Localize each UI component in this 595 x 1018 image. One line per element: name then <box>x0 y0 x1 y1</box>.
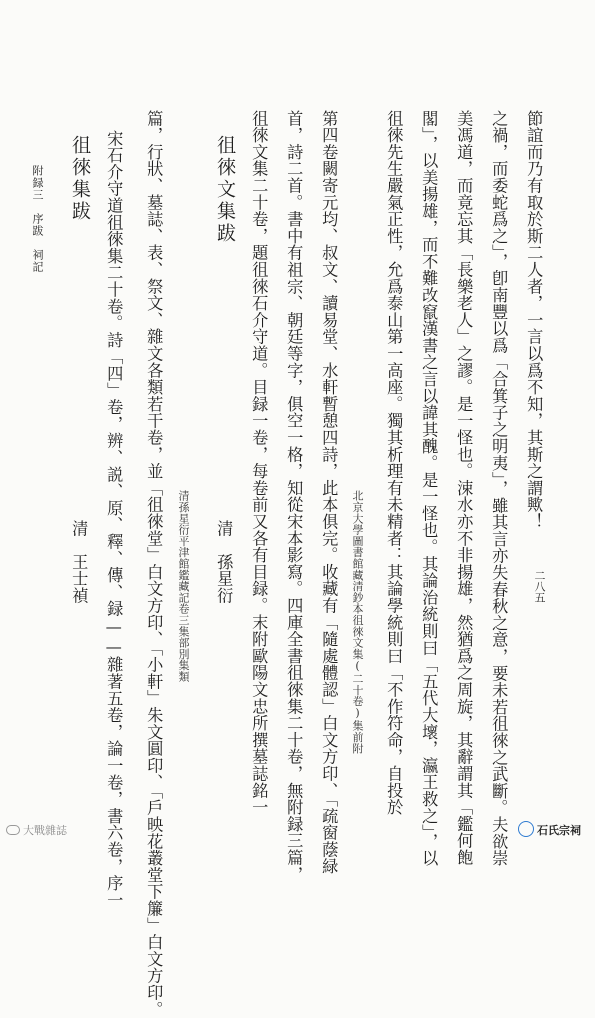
section3-line-4: 之禍，而委蛇爲之」，卽南豐以爲「合箕子之明夷」，雖其言亦失春秋之意，要未若徂徠之武斷。夫欲崇 <box>489 110 509 867</box>
watermark-left-icon <box>6 825 20 835</box>
wechat-logo-icon <box>518 821 534 837</box>
watermark-bar <box>0 820 595 842</box>
section1-title: 徂徠集跋 <box>69 135 91 223</box>
section3-line-1: 徂徠先生嚴氣正性，允爲泰山第一高座。獨其析理有未精者：其論學統則曰「不作符命，自投於 <box>384 110 404 816</box>
section2-author: 清 孫星衍 <box>214 520 234 604</box>
section2-line-1: 徂徠文集二十卷，題徂徠石介守道。目録一卷，每卷前又各有目録。末附歐陽文忠所撰墓誌銘一 <box>249 110 269 816</box>
section2-line-3: 第四卷闕寄元均、叔文、讀易堂、水軒暫憩四詩，此本俱完。收藏有「隨處體認」白文方印、「疏窗蔭緑 <box>319 110 339 875</box>
section1-line-1: 宋石介守道徂徠集二十卷。詩「四」卷，辨、説、原、釋、傳、録——雜著五卷，論一卷，書六卷，序一 <box>104 130 124 909</box>
section2-line-2: 首，詩二首。書中有祖宗、朝廷等字，俱空一格，知從宋本影寫。四庫全書徂徠集二十卷，無附録三篇， <box>284 110 304 883</box>
watermark-right-text: 石氏宗祠 <box>537 824 581 837</box>
section1-source-note: 清孫星衍平津館鑑藏記卷三集部別集類 <box>177 490 190 683</box>
section1-author: 清 王士禎 <box>69 520 89 604</box>
section2-title: 徂徠文集跋 <box>214 135 236 245</box>
page-number: 二八五 <box>533 570 546 603</box>
section1-line-2: 篇，行狀、墓誌、表、祭文、雜文各類若干卷，並「徂徠堂」白文方印、「小軒」朱文圓印、「戶映花叢堂下簾」白文方印。 <box>144 110 164 1018</box>
section3-line-2: 閣」，以美揚雄，而不難改竄漢書之言以諱其醜。是一怪也。其論治統則曰「五代大壞，瀛王救之」，以 <box>419 110 439 867</box>
watermark-left <box>6 822 67 838</box>
watermark-left-text: 大戰雜誌 <box>23 824 67 837</box>
section3-line-5: 節誼而乃有取於斯二人者，一言以爲不知，其斯之謂歟！ <box>524 110 544 530</box>
section3-line-3: 美馮道，而竟忘其「長樂老人」之謬。是一怪也。涑水亦不非揚雄，然猶爲之周旋，其辭謂其「鑑何飽 <box>454 110 474 866</box>
section2-source-note: 北京大學圖書館藏清鈔本徂徠文集(二十卷)集前附 <box>351 490 364 754</box>
running-header: 附録三 序跋 祠記 <box>31 165 44 273</box>
watermark-right <box>518 821 581 838</box>
